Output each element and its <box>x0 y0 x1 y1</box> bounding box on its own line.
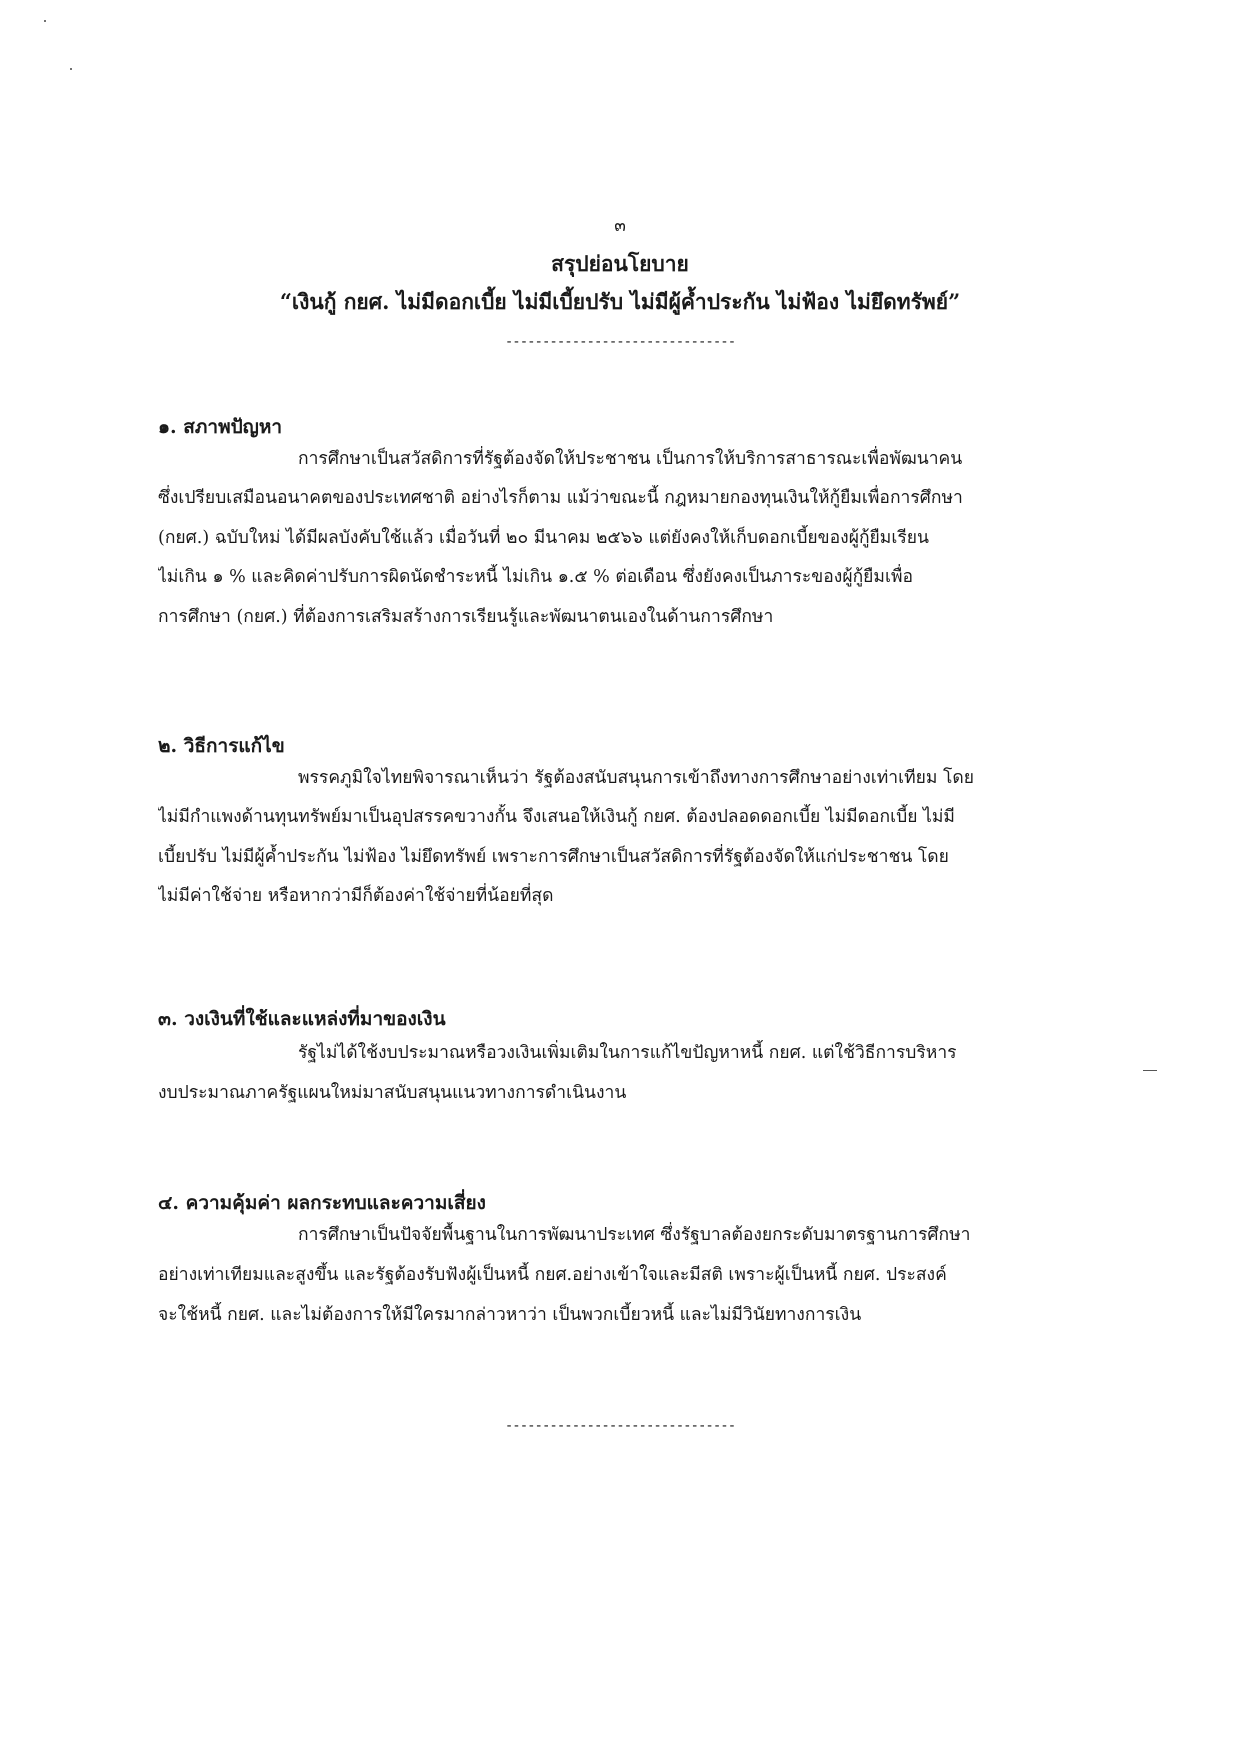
section-heading-impact: ๔. ความคุ้มค่า ผลกระทบและความเสี่ยง <box>158 1192 486 1214</box>
paragraph-line: การศึกษาเป็นสวัสดิการที่รัฐต้องจัดให้ประชาชน เป็นการให้บริการสาธารณะเพื่อพัฒนาคน <box>298 449 963 469</box>
paragraph-line: เบี้ยปรับ ไม่มีผู้ค้ำประกัน ไม่ฟ้อง ไม่ยึดทรัพย์ เพราะการศึกษาเป็นสวัสดิการที่รัฐต้องจัดให้แก่ประชาชน โดย <box>158 847 949 867</box>
scan-speck <box>70 68 72 70</box>
document-title: สรุปย่อนโยบาย <box>551 251 689 276</box>
paragraph-line: (กยศ.) ฉบับใหม่ ได้มีผลบังคับใช้แล้ว เมื่อวันที่ ๒๐ มีนาคม ๒๕๖๖ แต่ยังคงให้เก็บดอกเบี้ยของผู้กู้ยืมเรียน <box>158 528 929 548</box>
policy-title: “เงินกู้ กยศ. ไม่มีดอกเบี้ย ไม่มีเบี้ยปรับ ไม่มีผู้ค้ำประกัน ไม่ฟ้อง ไม่ยึดทรัพย์” <box>279 289 961 314</box>
paragraph-line: งบประมาณภาครัฐแผนใหม่มาสนับสนุนแนวทางการดำเนินงาน <box>158 1083 627 1103</box>
top-separator: ------------------------------- <box>504 334 736 350</box>
scan-margin-mark <box>1143 1070 1157 1071</box>
paragraph-line: อย่างเท่าเทียมและสูงขึ้น และรัฐต้องรับฟังผู้เป็นหนี้ กยศ.อย่างเข้าใจและมีสติ เพราะผู้เป็นหนี้ กยศ. ประสงค์ <box>158 1265 947 1285</box>
paragraph-line: ไม่มีค่าใช้จ่าย หรือหากว่ามีก็ต้องค่าใช้จ่ายที่น้อยที่สุด <box>158 886 554 906</box>
paragraph-line: ไม่มีกำแพงด้านทุนทรัพย์มาเป็นอุปสรรคขวางกั้น จึงเสนอให้เงินกู้ กยศ. ต้องปลอดดอกเบี้ย ไม่มีดอกเบี้ย ไม่มี <box>158 807 955 827</box>
section-heading-budget: ๓. วงเงินที่ใช้และแหล่งที่มาของเงิน <box>158 1008 446 1030</box>
paragraph-line: ซึ่งเปรียบเสมือนอนาคตของประเทศชาติ อย่างไรก็ตาม แม้ว่าขณะนี้ กฎหมายกองทุนเงินให้กู้ยืมเพื่อการศึกษา <box>158 488 963 508</box>
paragraph-line: ไม่เกิน ๑ % และคิดค่าปรับการผิดนัดชำระหนี้ ไม่เกิน ๑.๕ % ต่อเดือน ซึ่งยังคงเป็นภาระของผู้กู้ยืมเพื่อ <box>158 567 913 587</box>
bottom-separator: ------------------------------- <box>504 1418 736 1434</box>
paragraph-line: การศึกษาเป็นปัจจัยพื้นฐานในการพัฒนาประเทศ ซึ่งรัฐบาลต้องยกระดับมาตรฐานการศึกษา <box>298 1225 971 1245</box>
paragraph-line: จะใช้หนี้ กยศ. และไม่ต้องการให้มีใครมากล่าวหาว่า เป็นพวกเบี้ยวหนี้ และไม่มีวินัยทางการเงิน <box>158 1305 862 1325</box>
paragraph-line: พรรคภูมิใจไทยพิจารณาเห็นว่า รัฐต้องสนับสนุนการเข้าถึงทางการศึกษาอย่างเท่าเทียม โดย <box>298 768 975 788</box>
section-heading-solution: ๒. วิธีการแก้ไข <box>158 735 285 757</box>
paragraph-line: การศึกษา (กยศ.) ที่ต้องการเสริมสร้างการเรียนรู้และพัฒนาตนเองในด้านการศึกษา <box>158 607 774 627</box>
section-heading-problem: ๑. สภาพปัญหา <box>158 416 283 438</box>
paragraph-line: รัฐไม่ได้ใช้งบประมาณหรือวงเงินเพิ่มเติมในการแก้ไขปัญหาหนี้ กยศ. แต่ใช้วิธีการบริหาร <box>298 1043 957 1063</box>
scan-speck <box>44 20 46 22</box>
page-number: ๓ <box>614 216 626 236</box>
